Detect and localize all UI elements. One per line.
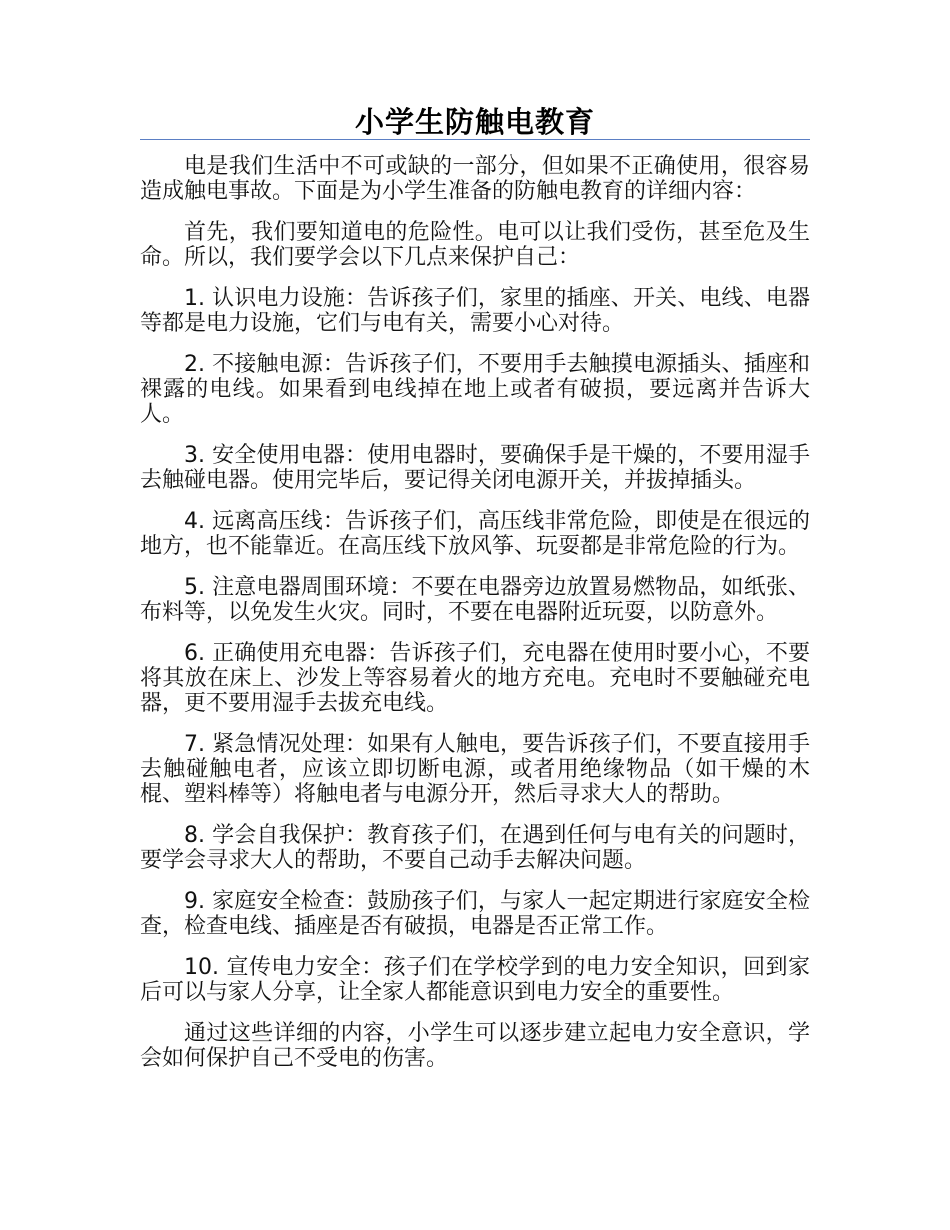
document-body: [140, 154, 810, 1087]
title-underline: [140, 139, 810, 140]
paragraph-item-1: 1. 认识电力设施：告诉孩子们，家里的插座、开关、电线、电器等都是电力设施，它们与电有关，需要小心对待。: [140, 286, 810, 336]
paragraph-item-5: 5. 注意电器周围环境：不要在电器旁边放置易燃物品，如纸张、布料等，以免发生火灾。同时，不要在电器附近玩耍，以防意外。: [140, 575, 810, 625]
paragraph-intro: 电是我们生活中不可或缺的一部分，但如果不正确使用，很容易造成触电事故。下面是为小学生准备的防触电教育的详细内容：: [140, 154, 810, 204]
paragraph-item-6: 6. 正确使用充电器：告诉孩子们，充电器在使用时要小心，不要将其放在床上、沙发上等容易着火的地方充电。充电时不要触碰充电器，更不要用湿手去拔充电线。: [140, 641, 810, 716]
paragraph-item-3: 3. 安全使用电器：使用电器时，要确保手是干燥的，不要用湿手去触碰电器。使用完毕后，要记得关闭电源开关，并拔掉插头。: [140, 443, 810, 493]
paragraph-item-7: 7. 紧急情况处理：如果有人触电，要告诉孩子们，不要直接用手去触碰触电者，应该立即切断电源，或者用绝缘物品（如干燥的木棍、塑料棒等）将触电者与电源分开，然后寻求大人的帮助。: [140, 732, 810, 807]
document-title: 小学生防触电教育: [354, 105, 595, 139]
paragraph-conclusion: 通过这些详细的内容，小学生可以逐步建立起电力安全意识，学会如何保护自己不受电的伤害。: [140, 1021, 810, 1071]
paragraph-item-10: 10. 宣传电力安全：孩子们在学校学到的电力安全知识，回到家后可以与家人分享，让全家人都能意识到电力安全的重要性。: [140, 955, 810, 1005]
paragraph-item-2: 2. 不接触电源：告诉孩子们，不要用手去触摸电源插头、插座和裸露的电线。如果看到电线掉在地上或者有破损，要远离并告诉大人。: [140, 352, 810, 427]
paragraph-item-4: 4. 远离高压线：告诉孩子们，高压线非常危险，即使是在很远的地方，也不能靠近。在高压线下放风筝、玩耍都是非常危险的行为。: [140, 509, 810, 559]
paragraph-item-9: 9. 家庭安全检查：鼓励孩子们，与家人一起定期进行家庭安全检查，检查电线、插座是否有破损，电器是否正常工作。: [140, 889, 810, 939]
paragraph-danger: 首先，我们要知道电的危险性。电可以让我们受伤，甚至危及生命。所以，我们要学会以下几点来保护自己：: [140, 220, 810, 270]
paragraph-item-8: 8. 学会自我保护：教育孩子们，在遇到任何与电有关的问题时，要学会寻求大人的帮助，不要自己动手去解决问题。: [140, 823, 810, 873]
